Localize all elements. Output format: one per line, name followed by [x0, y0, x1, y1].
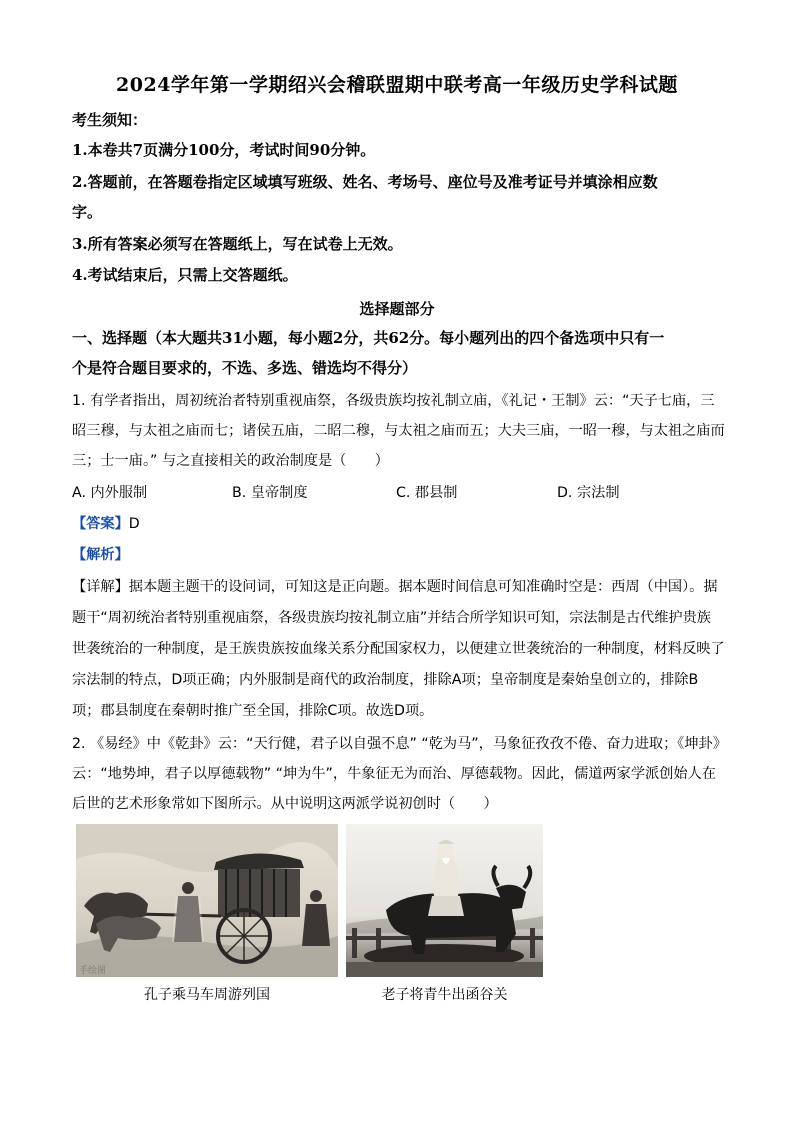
- detail-line: 【详解】据本题主题干的设问词，可知这是正向题。据本题时间信息可知准确时空是：西周（中国）。据: [72, 579, 718, 595]
- analysis-line: [72, 545, 732, 565]
- answer-value: D: [128, 516, 140, 532]
- notice-item: 2.答题前，在答题卷指定区域填写班级、姓名、考场号、座位号及准考证号并填涂相应数: [72, 173, 658, 191]
- notice-item: 1.本卷共7页满分100分，考试时间90分钟。: [72, 141, 376, 159]
- laozi-ox-illustration: [346, 824, 543, 977]
- option-b: B. 皇帝制度: [232, 485, 308, 501]
- option-d: D. 宗法制: [557, 485, 620, 501]
- q1-stem: 三；士一庙。” 与之直接相关的政治制度是（ ）: [72, 453, 389, 469]
- confucius-carriage-illustration: [76, 824, 338, 977]
- notice-heading: 考生须知：: [72, 111, 148, 129]
- detail-line: 题干“周初统治者特别重视庙祭，各级贵族均按礼制立庙”并结合所学知识可知，宗法制是古代维护贵族: [72, 610, 711, 626]
- option-c: C. 郡县制: [396, 485, 458, 501]
- part-intro: 个是符合题目要求的，不选、多选、错选均不得分）: [72, 359, 418, 377]
- section-title: 选择题部分: [359, 300, 435, 318]
- q1-stem: 昭三穆，与太祖之庙而七；诸侯五庙，二昭二穆，与太祖之庙而五；大夫三庙，一昭一穆，与太祖之庙而: [72, 423, 725, 439]
- analysis-label: 【解析】: [72, 547, 129, 563]
- laozi-ox-image: [346, 824, 543, 977]
- notice-item: 4.考试结束后，只需上交答题纸。: [72, 266, 298, 284]
- detail-line: 项；郡县制度在秦朝时推广至全国，排除C项。故选D项。: [72, 703, 434, 719]
- page-title: 2024学年第一学期绍兴会稽联盟期中联考高一年级历史学科试题: [116, 74, 678, 96]
- image-watermark: 手绘图: [79, 966, 107, 976]
- part-intro: 一、选择题（本大题共31小题，每小题2分，共62分。每小题列出的四个备选项中只有一: [72, 329, 665, 347]
- answer-label: 【答案】: [72, 516, 129, 532]
- q1-options: [72, 482, 732, 504]
- option-a: A. 内外服制: [72, 485, 148, 501]
- q2-stem: 云：“地势坤，君子以厚德载物” “坤为牛”，牛象征无为而治、厚德载物。因此，儒道两家学派创始人在: [72, 766, 716, 782]
- detail-line: 世袭统治的一种制度，是王族贵族按血缘关系分配国家权力，以便建立世袭统治的一种制度，材料反映了: [72, 641, 725, 657]
- detail-line: 宗法制的特点，D项正确；内外服制是商代的政治制度，排除A项；皇帝制度是秦始皇创立的，排除B: [72, 672, 699, 688]
- notice-item: 字。: [72, 203, 103, 221]
- notice-item: 3.所有答案必须写在答题纸上，写在试卷上无效。: [72, 235, 403, 253]
- confucius-carriage-image: [76, 824, 338, 977]
- q1-stem: 1. 有学者指出，周初统治者特别重视庙祭，各级贵族均按礼制立庙，《礼记・王制》云：“天子七庙，三: [72, 393, 715, 409]
- image-caption: 孔子乘马车周游列国: [144, 987, 270, 1003]
- q2-stem: 2. 《易经》中《乾卦》云：“天行健，君子以自强不息” “乾为马”，马象征孜孜不倦、奋力进取；《坤卦》: [72, 736, 727, 752]
- image-caption: 老子将青牛出函谷关: [381, 987, 508, 1003]
- q2-stem: 后世的艺术形象常如下图所示。从中说明这两派学说初创时（ ）: [72, 796, 498, 812]
- answer-line: [72, 514, 732, 534]
